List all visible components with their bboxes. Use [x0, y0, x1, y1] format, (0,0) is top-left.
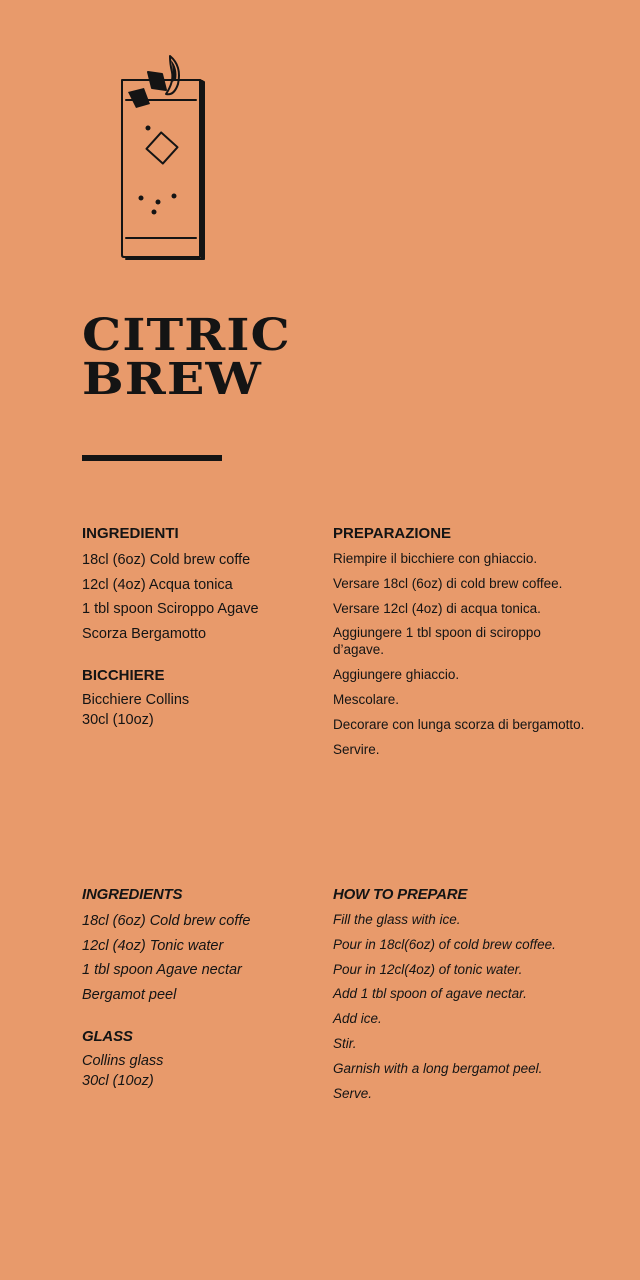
- ingredients-heading-it: INGREDIENTI: [82, 525, 179, 542]
- ingredient-item: 18cl (6oz) Cold brew coffe: [82, 913, 251, 929]
- ingredients-heading-en: INGREDIENTS: [82, 886, 183, 903]
- glass-line: Bicchiere Collins: [82, 692, 190, 708]
- preparation-step: Versare 12cl (4oz) di acqua tonica.: [333, 600, 541, 616]
- preparation-step: Pour in 12cl(4oz) of tonic water.: [333, 961, 523, 977]
- preparation-step: Decorare con lunga scorza di bergamotto.: [333, 716, 585, 732]
- preparation-step: Aggiungere 1 tbl spoon di sciroppo d’agave.: [333, 625, 541, 658]
- title-line-2: BREW: [82, 354, 263, 405]
- preparation-step: Pour in 18cl(6oz) of cold brew coffee.: [333, 936, 556, 952]
- ingredient-item: Bergamot peel: [82, 986, 177, 1003]
- collins-glass-icon: [108, 50, 212, 265]
- preparation-step: Versare 18cl (6oz) di cold brew coffee.: [333, 575, 563, 591]
- preparation-step: Mescolare.: [333, 691, 400, 707]
- preparation-step: Fill the glass with ice.: [333, 912, 461, 927]
- preparation-heading-it: PREPARAZIONE: [333, 525, 452, 542]
- ingredient-item: 1 tbl spoon Agave nectar: [82, 962, 242, 978]
- ingredient-item: 12cl (4oz) Acqua tonica: [82, 576, 233, 593]
- ingredient-item: Scorza Bergamotto: [82, 625, 207, 642]
- ingredient-item: 18cl (6oz) Cold brew coffe: [82, 552, 251, 568]
- preparation-step: Servire.: [333, 741, 380, 757]
- title-line-1: CITRIC: [82, 310, 291, 361]
- preparation-step: Add 1 tbl spoon of agave nectar.: [333, 986, 527, 1002]
- glass-line: Collins glass: [82, 1053, 164, 1069]
- title-divider: [82, 455, 222, 461]
- english-ingredients-column: [82, 885, 317, 1091]
- ingredient-item: 1 tbl spoon Sciroppo Agave: [82, 601, 259, 617]
- preparation-step: Serve.: [333, 1085, 373, 1101]
- glass-heading-it: BICCHIERE: [82, 667, 165, 684]
- glass-line: 30cl (10oz): [82, 1073, 154, 1089]
- italian-preparation-column: [333, 524, 613, 765]
- english-preparation-column: [333, 885, 613, 1109]
- preparation-step: Garnish with a long bergamot peel.: [333, 1060, 543, 1076]
- italian-ingredients-column: [82, 524, 317, 730]
- preparation-step: Stir.: [333, 1035, 357, 1051]
- preparation-step: Riempire il bicchiere con ghiaccio.: [333, 551, 538, 566]
- glass-heading-en: GLASS: [82, 1028, 133, 1045]
- recipe-title: [82, 310, 291, 405]
- preparation-step: Aggiungere ghiaccio.: [333, 667, 460, 683]
- glass-line: 30cl (10oz): [82, 712, 154, 728]
- preparation-step: Add ice.: [333, 1011, 382, 1027]
- ingredient-item: 12cl (4oz) Tonic water: [82, 937, 224, 954]
- preparation-heading-en: HOW TO PREPARE: [333, 886, 468, 903]
